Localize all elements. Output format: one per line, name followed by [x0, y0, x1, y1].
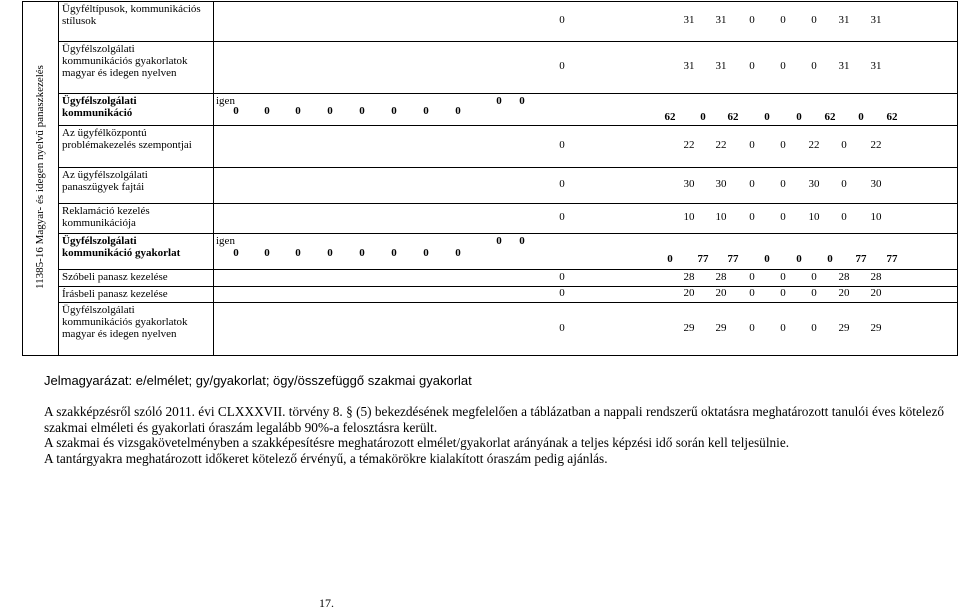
value-cell: 29 [870, 322, 882, 334]
value-cell: 20 [870, 287, 882, 299]
table-border-bottom [22, 355, 958, 356]
value-cell: 0 [811, 322, 817, 334]
value-cell: 0 [559, 270, 565, 283]
value-cell: 28 [838, 270, 850, 283]
zero-cell: 0 [519, 235, 525, 247]
igen-flag: igen [216, 95, 235, 107]
zero-cell: 0 [264, 247, 270, 259]
value-cell: 0 [749, 60, 755, 72]
row-label: Ügyfélszolgálati kommunikáció [62, 95, 137, 119]
value-cell: 0 [811, 60, 817, 72]
value-cell: 31 [683, 60, 695, 72]
value-cell: 0 [700, 111, 706, 123]
value-cell: 0 [764, 111, 770, 123]
value-cell: 28 [683, 270, 695, 283]
zero-cell: 0 [519, 95, 525, 107]
value-cell: 0 [811, 14, 817, 26]
module-vertical-label: 11385-16 Magyar- és idegen nyelvű panaszkezelés [34, 65, 46, 289]
value-cell: 22 [683, 139, 695, 151]
zero-cell: 0 [327, 247, 333, 259]
row-label: Ügyfélszolgálati kommunikációs gyakorlatok magyar és idegen nyelven [62, 43, 188, 79]
value-cell: 62 [824, 111, 836, 123]
value-cell: 0 [780, 139, 786, 151]
zero-cell: 0 [327, 105, 333, 117]
value-cell: 0 [796, 253, 802, 265]
value-cell: 20 [715, 287, 727, 299]
value-cell: 0 [559, 211, 565, 223]
value-cell: 0 [796, 111, 802, 123]
value-cell: 31 [715, 60, 727, 72]
value-cell: 29 [683, 322, 695, 334]
value-cell: 30 [715, 178, 727, 190]
paragraph-law: A szakképzésről szóló 2011. évi CLXXXVII. törvény 8. § (5) bekezdésének megfelelően a táblázatban a nappali rendszerű oktatásra meghatározott tanulói éves kötelező szakmai elméleti és gyakorlati óraszám legalább 90%-a felosztásra került. [44, 404, 944, 435]
value-cell: 0 [827, 253, 833, 265]
value-cell: 0 [780, 178, 786, 190]
row-label: Ügyfélszolgálati kommunikáció gyakorlat [62, 235, 181, 259]
row-rule [58, 125, 958, 126]
value-cell: 10 [715, 211, 727, 223]
value-cell: 0 [749, 139, 755, 151]
value-cell: 0 [841, 139, 847, 151]
zero-cell: 0 [496, 235, 502, 247]
zero-cell: 0 [391, 105, 397, 117]
value-cell: 30 [808, 178, 820, 190]
value-cell: 29 [715, 322, 727, 334]
value-cell: 20 [838, 287, 850, 299]
zero-cell: 0 [496, 95, 502, 107]
explanatory-paragraphs [44, 404, 944, 466]
value-cell: 0 [559, 14, 565, 26]
value-cell: 0 [749, 211, 755, 223]
zero-cell: 0 [233, 105, 239, 117]
value-cell: 30 [683, 178, 695, 190]
zero-cell: 0 [233, 247, 239, 259]
row-rule [58, 41, 958, 42]
value-cell: 77 [697, 253, 709, 265]
row-label: Ügyféltípusok, kommunikációs stílusok [62, 3, 201, 27]
value-cell: 0 [749, 178, 755, 190]
paragraph-ratio: A szakmai és vizsgakövetelményben a szakképesítésre meghatározott elmélet/gyakorlat arányának a teljes képzési idő során kell teljesülnie. [44, 435, 790, 450]
zero-cell: 0 [295, 105, 301, 117]
page-number: 17. [319, 596, 334, 610]
value-cell: 31 [838, 14, 850, 26]
zero-cell: 0 [359, 247, 365, 259]
value-cell: 22 [870, 139, 882, 151]
zero-cell: 0 [455, 105, 461, 117]
zero-cell: 0 [455, 247, 461, 259]
value-cell: 10 [870, 211, 882, 223]
value-cell: 0 [667, 253, 673, 265]
value-cell: 31 [715, 14, 727, 26]
row-label: Írásbeli panasz kezelése [62, 288, 168, 300]
value-cell: 77 [886, 253, 898, 265]
value-cell: 31 [838, 60, 850, 72]
zero-cell: 0 [423, 247, 429, 259]
row-label: Szóbeli panasz kezelése [62, 271, 168, 283]
value-cell: 0 [780, 211, 786, 223]
value-cell: 28 [870, 270, 882, 283]
value-cell: 77 [727, 253, 739, 265]
value-cell: 0 [780, 270, 786, 283]
value-cell: 28 [715, 270, 727, 283]
row-label: Az ügyfélszolgálati panaszügyek fajtái [62, 169, 148, 193]
value-cell: 0 [749, 14, 755, 26]
value-cell: 0 [811, 270, 817, 283]
value-cell: 0 [559, 322, 565, 334]
value-cell: 31 [870, 14, 882, 26]
value-cell: 29 [838, 322, 850, 334]
value-cell: 10 [683, 211, 695, 223]
value-cell: 0 [764, 253, 770, 265]
value-cell: 22 [808, 139, 820, 151]
value-cell: 0 [841, 211, 847, 223]
row-rule [58, 93, 958, 94]
value-cell: 0 [749, 287, 755, 299]
table-border-left [22, 1, 23, 356]
value-cell: 0 [559, 287, 565, 299]
curriculum-table [22, 1, 958, 356]
value-cell: 62 [727, 111, 739, 123]
value-cell: 0 [780, 322, 786, 334]
zero-cell: 0 [423, 105, 429, 117]
table-border-top [22, 1, 958, 2]
value-cell: 62 [664, 111, 676, 123]
value-cell: 0 [780, 14, 786, 26]
row-label: Reklamáció kezelés kommunikációja [62, 205, 150, 229]
row-label: Az ügyfélközpontú problémakezelés szempontjai [62, 127, 192, 151]
value-cell: 0 [780, 287, 786, 299]
row-rule [58, 203, 958, 204]
value-cell: 0 [841, 178, 847, 190]
zero-cell: 0 [359, 105, 365, 117]
value-cell: 10 [808, 211, 820, 223]
value-cell: 77 [855, 253, 867, 265]
value-cell: 0 [749, 322, 755, 334]
row-rule [58, 167, 958, 168]
value-cell: 0 [749, 270, 755, 283]
value-cell: 0 [559, 60, 565, 72]
value-cell: 31 [870, 60, 882, 72]
value-cell: 0 [780, 60, 786, 72]
value-cell: 0 [858, 111, 864, 123]
igen-flag: igen [216, 235, 235, 247]
row-rule [58, 302, 958, 303]
zero-cell: 0 [391, 247, 397, 259]
value-cell: 20 [683, 287, 695, 299]
paragraph-timeframe: A tantárgyakra meghatározott időkeret kötelező érvényű, a témakörökre kialakított óraszám pedig ajánlás. [44, 450, 608, 466]
row-label: Ügyfélszolgálati kommunikációs gyakorlatok magyar és idegen nyelven [62, 304, 188, 340]
zero-cell: 0 [264, 105, 270, 117]
row-rule [58, 233, 958, 234]
value-cell: 0 [811, 287, 817, 299]
value-cell: 62 [886, 111, 898, 123]
value-cell: 0 [559, 178, 565, 190]
value-cell: 22 [715, 139, 727, 151]
zero-cell: 0 [295, 247, 301, 259]
value-cell: 30 [870, 178, 882, 190]
value-cell: 31 [683, 14, 695, 26]
legend-text: Jelmagyarázat: e/elmélet; gy/gyakorlat; ögy/összefüggő szakmai gyakorlat [44, 373, 472, 388]
value-cell: 0 [559, 139, 565, 151]
